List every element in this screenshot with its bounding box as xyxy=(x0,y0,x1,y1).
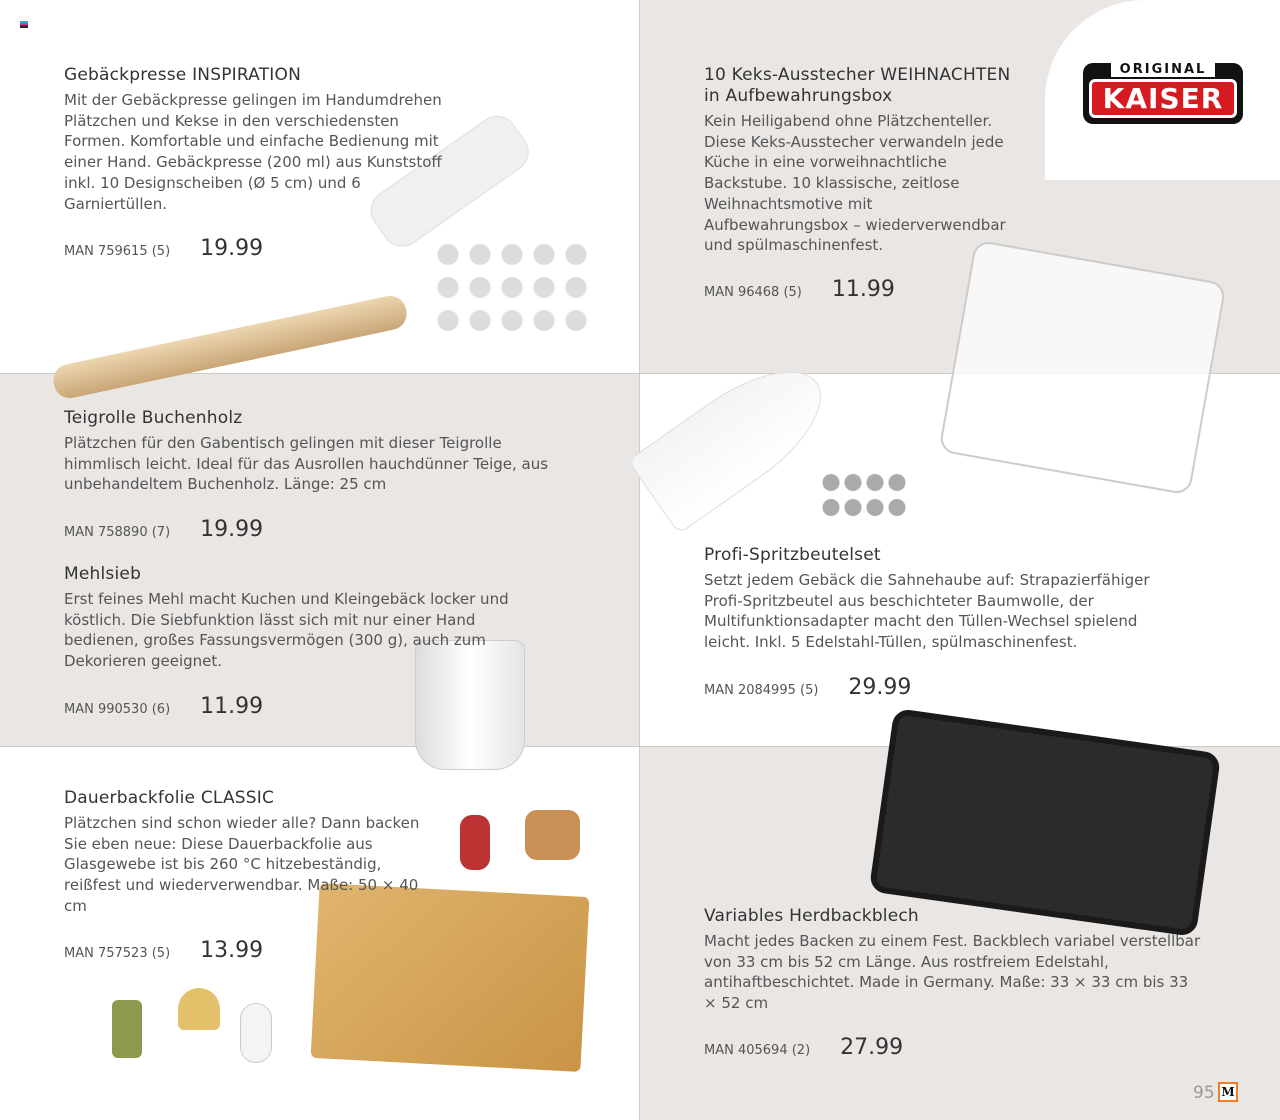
product-description: Kein Heiligabend ohne Plätzchenteller. Diese Keks-Ausstecher verwandeln jede Küche in eine vorweihnachtliche Backstube. 10 klassische, zeitlose Weihnachtsmotive mit Aufbewahrungsbox – wiederverwendbar und spülmaschinenfest. xyxy=(704,112,1006,255)
product-title: Dauerbackfolie CLASSIC xyxy=(64,788,275,808)
price: 19.99 xyxy=(200,517,264,542)
article-number: MAN 757523 (5) xyxy=(64,946,171,961)
price: 13.99 xyxy=(200,938,264,963)
product-baking-foil xyxy=(64,788,424,917)
price-row xyxy=(64,236,263,261)
article-number: MAN 2084995 (5) xyxy=(704,683,819,698)
logo-text: ORIGINAL xyxy=(1111,63,1215,77)
product-description: Plätzchen für den Gabentisch gelingen mit dieser Teigrolle himmlisch leicht. Ideal für das Ausrollen hauchdünner Teige, aus unbehandeltem Buchenholz. Länge: 25 cm xyxy=(64,434,549,494)
article-number: MAN 96468 (5) xyxy=(704,285,802,300)
product-rolling-pin xyxy=(64,408,574,495)
divider xyxy=(639,0,640,1120)
print-color-mark xyxy=(20,21,28,28)
price: 11.99 xyxy=(831,277,895,302)
product-title: Mehlsieb xyxy=(64,564,142,584)
price: 29.99 xyxy=(848,675,912,700)
product-cookie-cutters xyxy=(704,65,1014,256)
product-cookie-press xyxy=(64,65,464,214)
price-row xyxy=(704,1035,903,1060)
price-row xyxy=(64,938,263,963)
product-description: Macht jedes Backen zu einem Fest. Backblech variabel verstellbar von 33 cm bis 52 cm Länge. Aus rostfreiem Edelstahl, antihaftbeschichtet. Made in Germany. Maße: 33 × 33 cm bis 33 × 52 cm xyxy=(704,932,1201,1013)
product-description: Mit der Gebäckpresse gelingen im Handumdrehen Plätzchen und Kekse in den verschiedensten Formen. Komfortable und einfache Bedienung mit einer Hand. Gebäckpresse (200 ml) aus Kunststoff inkl. 10 Designscheiben (Ø 5 cm) und 6 Garniertüllen. xyxy=(64,91,442,213)
article-number: MAN 758890 (7) xyxy=(64,525,171,540)
nozzles-image xyxy=(820,470,910,520)
product-piping-bag xyxy=(704,545,1174,653)
article-number: MAN 990530 (6) xyxy=(64,702,171,717)
design-discs-image xyxy=(432,238,592,338)
product-title: Profi-Spritzbeutelset xyxy=(704,545,881,565)
santa-cookie-image xyxy=(460,815,490,870)
price-row xyxy=(704,277,895,302)
price: 11.99 xyxy=(200,694,264,719)
product-title: 10 Keks-Ausstecher WEIHNACHTEN in Aufbewahrungsbox xyxy=(704,65,1011,106)
snowman-cookie-image xyxy=(240,1003,272,1063)
product-description: Plätzchen sind schon wieder alle? Dann backen Sie eben neue: Diese Dauerbackfolie aus Glasgewebe ist bis 260 °C hitzebeständig, reißfest und wiederverwendbar. Maße: 50 × 40 cm xyxy=(64,814,420,915)
store-logo: M xyxy=(1218,1082,1238,1102)
price: 27.99 xyxy=(840,1035,904,1060)
price-row xyxy=(64,694,263,719)
logo-text: KAISER xyxy=(1089,79,1237,118)
article-number: MAN 759615 (5) xyxy=(64,244,171,259)
product-description: Erst feines Mehl macht Kuchen und Kleingebäck locker und köstlich. Die Siebfunktion lässt sich mit nur einer Hand bedienen, großes Fassungsvermögen (300 g), auch zum Dekorieren geeignet. xyxy=(64,590,509,671)
product-title: Variables Herdbackblech xyxy=(704,906,919,926)
product-oven-tray xyxy=(704,906,1204,1014)
article-number: MAN 405694 (2) xyxy=(704,1043,811,1058)
product-description: Setzt jedem Gebäck die Sahnehaube auf: Strapazierfähiger Profi-Spritzbeutel aus beschichteter Baumwolle, der Multifunktionsadapter macht den Tüllen-Wechsel spielend leicht. Inkl. 5 Edelstahl-Tüllen, spülmaschinenfest. xyxy=(704,571,1150,652)
product-title: Teigrolle Buchenholz xyxy=(64,408,243,428)
cookie-cutter-box-image xyxy=(938,239,1226,495)
bell-cookie-image xyxy=(178,988,220,1030)
product-title: Gebäckpresse INSPIRATION xyxy=(64,65,301,85)
reindeer-cookie-image xyxy=(525,810,580,860)
price-row xyxy=(704,675,911,700)
kaiser-logo xyxy=(1083,63,1243,124)
tree-cookie-image xyxy=(112,1000,142,1058)
price-row xyxy=(64,517,263,542)
product-flour-sifter xyxy=(64,564,534,672)
page-number: 95 xyxy=(1193,1083,1215,1103)
price: 19.99 xyxy=(200,236,264,261)
